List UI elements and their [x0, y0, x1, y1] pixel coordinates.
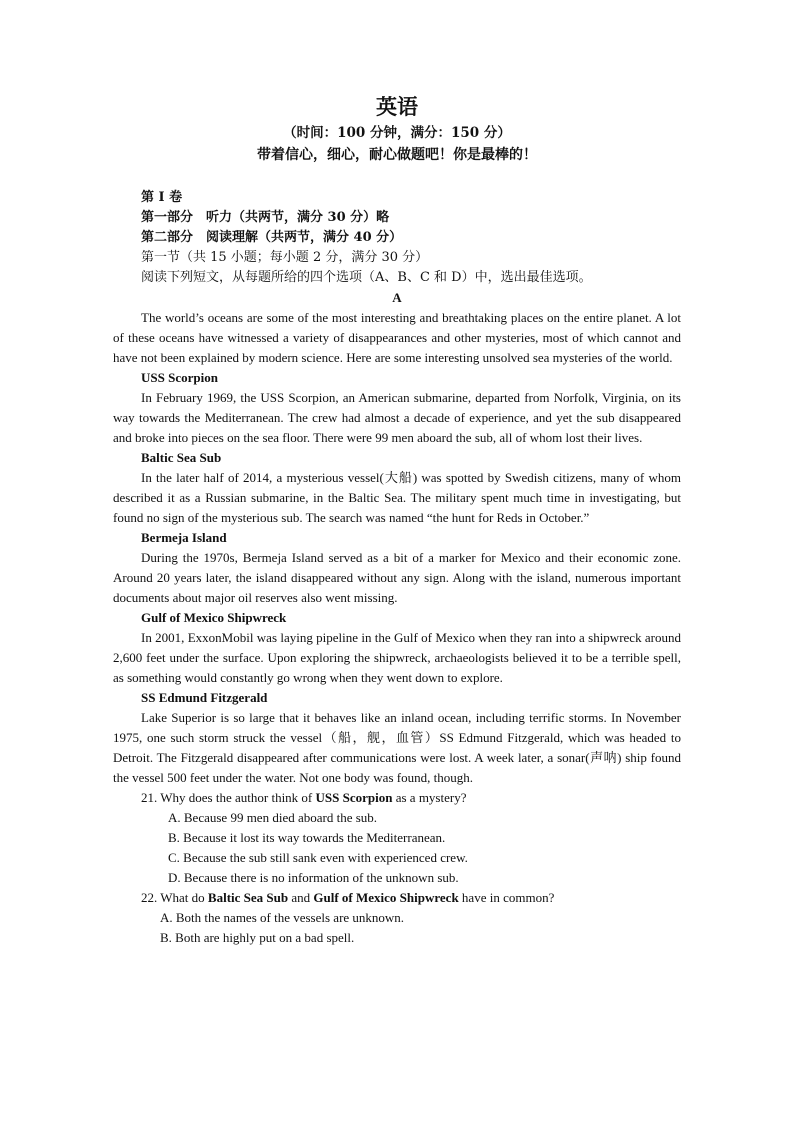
- question-22-option-b[interactable]: B. Both are highly put on a bad spell.: [160, 930, 355, 945]
- exam-time-info: （时间：100 分钟，满分：150 分）: [283, 125, 511, 141]
- question-21-term: USS Scorpion: [315, 790, 393, 805]
- exam-header: [0, 94, 794, 166]
- question-21-option-c[interactable]: C. Because the sub still sank even with experienced crew.: [168, 850, 468, 865]
- section1-heading: 第一节（共 15 小题；每小题 2 分，满分 30 分）: [141, 250, 429, 265]
- passage-text-bermeja-island: During the 1970s, Bermeja Island served as a bit of a marker for Mexico and their economic zone. Around 20 years later, the island disappeared without any sign. Along with the island, numerous important documents about major oil reserves also went missing.: [113, 550, 681, 605]
- question-21-pre: 21. Why does the author think of: [141, 790, 316, 805]
- question-21-post: as a mystery?: [392, 790, 467, 805]
- part1-heading: 第一部分 听力（共两节，满分 30 分）略: [141, 210, 390, 225]
- question-22-pre: 22. What do: [141, 890, 208, 905]
- exam-content: [113, 188, 681, 948]
- instruction-text: 阅读下列短文，从每题所给的四个选项（A、B、C 和 D）中，选出最佳选项。: [141, 270, 592, 285]
- passage-text-baltic-sea-sub: In the later half of 2014, a mysterious vessel(大船) was spotted by Swedish citizens, many of whom described it as a Russian submarine, in the Baltic Sea. The military spent much time in investigating, but found no sign of the mysterious sub. The search was named “the hunt for Reds in October.”: [113, 470, 681, 525]
- passage-text-edmund-fitzgerald: Lake Superior is so large that it behaves like an inland ocean, including terrific storms. In November 1975, one such storm struck the vessel（船，舰，血管）SS Edmund Fitzgerald, which was headed to Detroit. The Fitzgerald disappeared after communications were lost. A week later, a sonar(声呐) ship found the vessel 500 feet under the water. Not one body was found, though.: [113, 710, 681, 785]
- passage-heading-baltic-sea-sub: Baltic Sea Sub: [141, 450, 222, 465]
- part2-heading: 第二部分 阅读理解（共两节，满分 40 分）: [141, 230, 403, 245]
- question-21-option-a[interactable]: A. Because 99 men died aboard the sub.: [168, 810, 378, 825]
- question-22: [113, 888, 681, 908]
- volume-heading: 第 I 卷: [141, 190, 183, 205]
- question-21-option-b[interactable]: B. Because it lost its way towards the Mediterranean.: [168, 830, 446, 845]
- page-title: 英语: [376, 94, 418, 119]
- passage-heading-uss-scorpion: USS Scorpion: [141, 370, 218, 385]
- question-22-mid: and: [288, 890, 314, 905]
- question-22-term2: Gulf of Mexico Shipwreck: [313, 890, 459, 905]
- encouragement-motto: 带着信心，细心，耐心做题吧！你是最棒的！: [257, 147, 537, 163]
- passage-heading-bermeja-island: Bermeja Island: [141, 530, 227, 545]
- question-22-term1: Baltic Sea Sub: [207, 890, 289, 905]
- passage-text-uss-scorpion: In February 1969, the USS Scorpion, an American submarine, departed from Norfolk, Virginia, on its way towards the Mediterranean. The crew had almost a decade of experience, and yet the sub disappeared and broke into pieces on the sea floor. There were 99 men aboard the sub, all of whom lost their lives.: [113, 390, 681, 445]
- question-21-option-d[interactable]: D. Because there is no information of the unknown sub.: [168, 870, 459, 885]
- passage-intro: The world’s oceans are some of the most interesting and breathtaking places on the entire planet. A lot of these oceans have witnessed a variety of disappearances and other mysteries, most of which cannot and have not been explained by modern science. Here are some interesting unsolved sea mysteries of the world.: [113, 310, 681, 365]
- question-21: [113, 788, 681, 808]
- passage-label: A: [392, 290, 402, 305]
- passage-text-gulf-shipwreck: In 2001, ExxonMobil was laying pipeline in the Gulf of Mexico when they ran into a shipwreck around 2,600 feet under the surface. Upon exploring the shipwreck, archaeologists believed it to be a terrible spell, as something would constantly go wrong when they went down to explore.: [113, 630, 681, 685]
- question-22-post: have in common?: [458, 890, 555, 905]
- passage-heading-edmund-fitzgerald: SS Edmund Fitzgerald: [141, 690, 268, 705]
- passage-heading-gulf-shipwreck: Gulf of Mexico Shipwreck: [141, 610, 287, 625]
- question-22-option-a[interactable]: A. Both the names of the vessels are unknown.: [160, 910, 405, 925]
